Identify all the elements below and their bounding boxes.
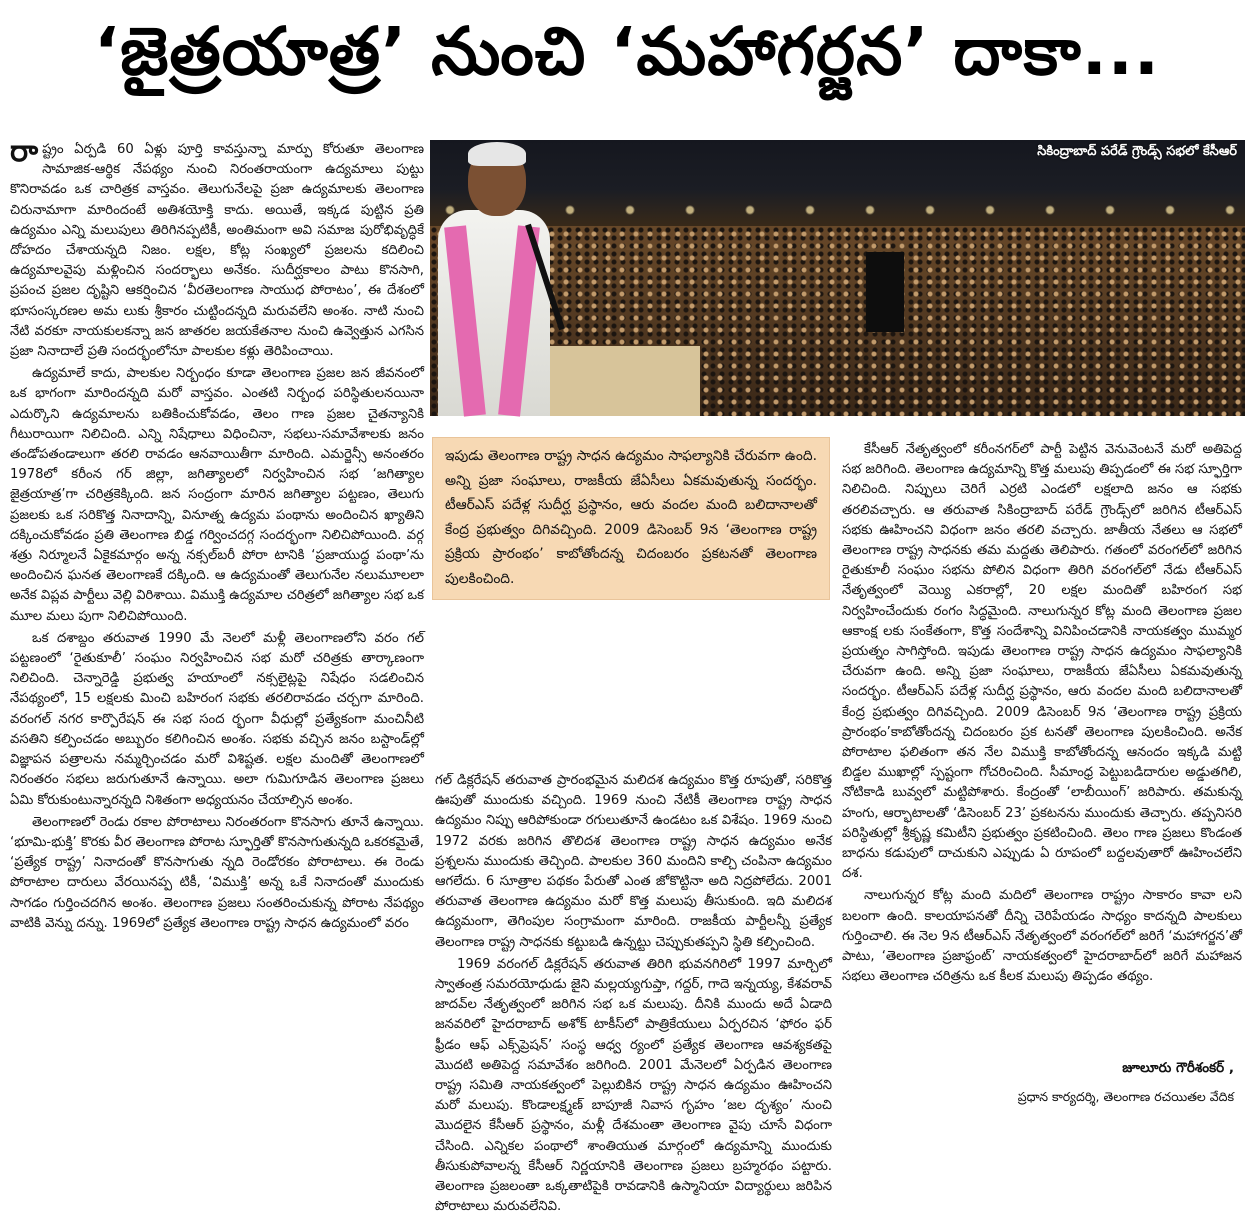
stage xyxy=(530,346,700,416)
photo-caption: సికింద్రాబాద్ పరేడ్ గ్రౌండ్స్ సభలో కేసీఆర్ xyxy=(1037,144,1237,159)
paragraph: ఉద్యమాలే కాదు, పాలకుల నిర్బంధం కూడా తెలంగాణ ప్రజల జన జీవనంలో ఒక భాగంగా మారిందన్నది మరో వాస్తవం. ఎంతటి నిర్బంధ పరిస్థితులనయినా ఎదుర్కొని ఉద్యమాలను బతికించుకోవడం, తెలం గాణ ప్రజల చైతన్యానికి గీటురాయిగా నిలిచింది. ఎన్ని నిషేధాలు విధించినా, సభలు-సమావేశాలకు జనం తండోపతండాలుగా తరలి రావడం ఆనవాయితీగా మారింది. ఎమర్జెన్సీ అనంతరం 1978లో కరీంన గర్ జిల్లా, జగిత్యాలలో నిర్వహించిన సభ ‘జగిత్యాల జైత్రయాత్ర’గా చరిత్రకెక్కింది. జన సంద్రంగా మారిన జగిత్యాల పట్టణం, తెలుగు ప్రజలకు ఒక సరికొత్త నినాదాన్ని, వినూత్న ఉద్యమ పంథాను అందించిన ఖ్యాతిని దక్కించుకోవడం ప్రతి తెలంగాణ బిడ్డ గర్వించదగ్గ సందర్భంగా నిలిచిపోయింది. వర్గ శత్రు నిర్మూలనే ఏకైకమార్గం అన్న నక్సల్‌బరీ పోరా టానికి ‘ప్రజాయుద్ధ పంథా’ను అందించిన ఘనత తెలంగాణకే దక్కింది. ఆ ఉద్యమంతో తెలుగునేల నలుమూలలా అనేక విప్లవ పార్టీలు వెల్లి విరిశాయి. విముక్తి ఉద్యమాల చరిత్రలో జగిత్యాల సభ ఒక మూల మలు పుగా నిలిచిపోయింది. xyxy=(10,366,424,624)
paragraph: నాలుగున్నర కోట్ల మంది మదిలో తెలంగాణ రాష్ట్రం సాకారం కావా లని బలంగా ఉంది. కాలయాపనతో దీన్ని చెరిపేయడం సాధ్యం కాదన్నది పాలకులు గుర్తించాలి. ఈ నెల 9న టీఆర్‌ఎస్ నేతృత్వంలో వరంగల్‌లో జరిగే ‘మహాగర్జన’తో పాటు, ‘తెలంగాణ ప్రజాఫ్రంట్’ నాయకత్వంలో హైదరాబాద్‌లో జరిగే మహాజన సభలు తెలంగాణ చరిత్రను ఒక కీలక మలుపు తిప్పడం తథ్యం. xyxy=(842,888,1242,985)
article-photo xyxy=(430,140,1245,416)
article-column-1 xyxy=(10,134,424,1150)
paragraph: కేసీఆర్ నేతృత్వంలో కరీంనగర్‌లో పార్టీ పెట్టిన వెనువెంటనే మరో అతిపెద్ద సభ జరిగింది. తెలంగాణ ఉద్యమాన్ని కొత్త మలుపు తిప్పడంలో ఈ సభ స్ఫూర్తిగా నిలిచింది. నిప్పులు చెరిగే ఎర్రటి ఎండలో లక్షలాది జనం ఆ సభకు తరలివచ్చారు. ఆ తరువాత సికింద్రాబాద్ పరేడ్ గ్రౌండ్స్‌లో జరిగిన టీఆర్‌ఎస్ సభకు ఊహించని విధంగా జనం తరలి వచ్చారు. జాతీయ నేతలు ఆ సభలో తెలంగాణ రాష్ట్ర సాధనకు తమ మద్దతు తెలిపారు. గతంలో వరంగల్‌లో జరిగిన రైతుకూలీ సంఘం సభను పోలిన విధంగా తిరిగి వరంగల్‌లో నేడు టీఆర్‌ఎస్ నేతృత్వంలో వెయ్యి ఎకరాల్లో, 20 లక్షల మందితో బహిరంగ సభ నిర్వహించేందుకు రంగం సిద్ధమైంది. నాలుగున్నర కోట్ల మంది తెలంగాణ ప్రజల ఆకాంక్ష లకు సంకేతంగా, కొత్త సందేశాన్ని వినిపించడానికి నాయకత్వం ముమ్మర ప్రయత్నం సాగిస్తోంది. ఇపుడు తెలంగాణ రాష్ట్ర సాధన ఉద్యమం సాఫల్యానికి చేరువగా ఉంది. అన్ని ప్రజా సంఘాలు, రాజకీయ జేఏసీలు ఏకమవుతున్న సందర్భం. టీఆర్‌ఎస్ పదేళ్ల సుదీర్ఘ ప్రస్థానం, ఆరు వందల మంది బలిదానాలతో కేంద్ర ప్రభుత్వం దిగివచ్చింది. 2009 డిసెంబర్ 9న ‘తెలంగాణ రాష్ట్ర ప్రక్రియ ప్రారంభం’కాబోతోందన్న చిదంబరం ప్రక టనతో తెలంగాణ పులకించింది. అనేక పోరాటాల ఫలితంగా తన నేల విముక్తి కాబోతోందన్న ఆనందం ఇక్కడి మట్టి బిడ్డల ముఖాల్లో స్పష్టంగా గోచరించింది. సీమాంధ్ర పెట్టుబడిదారుల అడ్డుతగిలి, నోటికాడి బువ్వలో మట్టిపోశారు. కేంద్రంతో ‘లాబీయింగ్’ జరిపారు. తమకున్న హంగు, ఆర్భాటాలతో ‘డిసెంబర్ 23’ ప్రకటనను ముందుకు తెచ్చారు. తప్పనిసరి పరిస్థితుల్లో శ్రీకృష్ణ కమిటీని ప్రభుత్వం ప్రకటించింది. తెలం గాణ ప్రజలు కొండంత బాధను కడుపులో దాచుకుని ఎప్పుడు ఏ రూపంలో బద్దలవుతారో ఊహించలేని దశ. xyxy=(842,442,1242,882)
paragraph: 1969 వరంగల్ డిక్లరేషన్ తరువాత తిరిగి భువనగిరిలో 1997 మార్చిలో స్వాతంత్ర సమరయోధుడు జైని మల్లయ్యగుప్తా, గద్దర్, గాదె ఇన్నయ్య, కేశవరావ్ జాదవ్‌ల నేతృత్వంలో జరిగిన సభ ఒక మలుపు. దీనికి ముందు అదే ఏడాది జనవరిలో హైదరాబాద్ అశోక్ టాకీస్‌లో పాత్రికేయులు ఏర్పరచిన ‘ఫోరం ఫర్ ఫ్రీడం ఆఫ్ ఎక్స్‌ప్రెషన్’ సంస్థ ఆధ్వ ర్యంలో ప్రత్యేక తెలంగాణ ఆవశ్యకతపై మొదటి అతిపెద్ద సమావేశం జరిగింది. 2001 మేనెలలో ఏర్పడిన తెలంగాణ రాష్ట్ర సమితి నాయకత్వంలో పెల్లుబికిన రాష్ట్ర సాధన ఉద్యమం ఊహించని మరో మలుపు. కొండాలక్ష్మణ్ బాపూజీ నివాస గృహం ‘జల దృశ్యం’ నుంచి మొదలైన కేసీఆర్ ప్రస్థానం, మళ్లీ దేశమంతా తెలంగాణ వైపు చూసే విధంగా చేసింది. ఎన్నికల పంథాలో శాంతియుత మార్గంలో ఉద్యమాన్ని ముందుకు తీసుకుపోవాలన్న కేసీఆర్ నిర్ణయానికి తెలంగాణ ప్రజలు బ్రహ్మరథం పట్టారు. తెలంగాణ ప్రజలంతా ఒక్కతాటిపైకి రావడానికి ఉస్మానియా విద్యార్థులు జరిపిన పోరాటాలు మరువలేనివి. xyxy=(435,956,832,1215)
author-role: ప్రధాన కార్యదర్శి, తెలంగాణ రచయితల వేదిక xyxy=(1017,1089,1234,1104)
byline xyxy=(842,1060,1242,1108)
loudspeaker xyxy=(866,252,904,332)
article-column-2 xyxy=(435,771,832,1215)
speaker-figure xyxy=(438,140,548,416)
paragraph: రాష్ట్రం ఏర్పడి 60 ఏళ్లు పూర్తి కావస్తున్నా మార్పు కోరుతూ తెలంగాణ సామాజిక-ఆర్థిక నేపథ్యం నుంచి నిరంతరాయంగా ఉద్యమాలు పుట్టు కొనిరావడం ఒక చారిత్రక వాస్తవం. తెలుగునేలపై ప్రజా ఉద్యమాలకు తెలంగాణ చిరునామాగా మారిందంటే అతిశయోక్తి కాదు. అయితే, ఇక్కడ పుట్టిన ప్రతి ఉద్యమం ఎన్ని మలుపులు తిరిగినప్పటికీ, అంతిమంగా అవి సమాజ పురోభివృద్ధికే దోహదం చేశాయన్నది నిజం. లక్షల, కోట్ల సంఖ్యలో ప్రజలను కదిలించి ఉద్యమాలవైపు మళ్లించిన సందర్భాలు అనేకం. సుదీర్ఘకాలం పాటు కొనసాగి, ప్రపంచ ప్రజల దృష్టిని ఆకర్షించిన ‘వీరతెలంగాణ సాయుధ పోరాటం’, ఈ దేశంలో భూసంస్కరణల అమ లుకు శ్రీకారం చుట్టిందన్నది మరువలేని అంశం. నాటి నుంచి నేటి వరకూ నాయకులకన్నా జన జాతరల జయకేతనాల నుంచి ఉవ్వెత్తున ఎగసిన ప్రజా నినాదాలే ప్రతి సందర్భంలోనూ పాలకుల కళ్లు తెరిపించాయి. xyxy=(10,134,424,360)
article-column-3 xyxy=(842,440,1242,1052)
pull-quote-box: ఇపుడు తెలంగాణ రాష్ట్ర సాధన ఉద్యమం సాఫల్యానికి చేరువగా ఉంది. అన్ని ప్రజా సంఘాలు, రాజకీయ జేఏసీలు ఏకమవుతున్న సందర్భం. టీఆర్‌ఎస్ పదేళ్ల సుదీర్ఘ ప్రస్థానం, ఆరు వందల మంది బలిదానాలతో కేంద్ర ప్రభుత్వం దిగివచ్చింది. 2009 డిసెంబర్ 9న ‘తెలంగాణ రాష్ట్ర ప్రక్రియ ప్రారంభం’ కాబోతోందన్న చిదంబరం ప్రకటనతో తెలంగాణ పులకించింది. xyxy=(432,437,830,600)
paragraph: ఒక దశాబ్దం తరువాత 1990 మే నెలలో మళ్లీ తెలంగాణలోని వరం గల్ పట్టణంలో ‘రైతుకూలీ’ సంఘం నిర్వహించిన సభ మరో చరిత్రకు తార్కాణంగా నిలిచింది. చెన్నారెడ్డి ప్రభుత్వ హయాంలో నక్సలైట్లపై నిషేధం సడలించిన నేపథ్యంలో, 15 లక్షలకు మించి బహిరంగ సభకు తరలిరావడం చర్చగా మారింది. వరంగల్ నగర కార్పొరేషన్ ఈ సభ సంద ర్భంగా వీధుల్లో ప్రత్యేకంగా మంచినీటి వసతిని కల్పించడం అబ్బురం కలిగించిన అంశం. సభకు వచ్చిన జనం బస్టాండ్‌ల్లో విజ్ఞాపన పత్రాలను నమ్మర్చించడం మరో విశిష్టత. లక్షల మందితో తెలంగాణలో నిరంతరం సభలు జరుగుతూనే ఉన్నాయి. అలా గుమిగూడిన తెలంగాణ ప్రజలు ఏమి కోరుకుంటున్నారన్నది నిశితంగా అధ్యయనం చేయాల్సిన అంశం. xyxy=(10,630,424,808)
drop-cap: రా xyxy=(10,134,39,169)
paragraph: గల్ డిక్లరేషన్ తరువాత ప్రారంభమైన మలిదశ ఉద్యమం కొత్త రూపుతో, సరికొత్త ఊపుతో ముందుకు వచ్చింది. 1969 నుంచి నేటికీ తెలంగాణ రాష్ట్ర సాధన ఉద్యమం నిప్పు ఆరిపోకుండా రగులుతూనే ఉండటం ఒక విశేషం. 1969 నుంచి 1972 వరకు జరిగిన తొలిదశ తెలంగాణ రాష్ట్ర సాధన ఉద్యమం అనేక ప్రశ్నలను ముందుకు తెచ్చింది. పాలకుల 360 మందిని కాల్చి చంపినా ఉద్యమం ఆగలేదు. 6 సూత్రాల పథకం పేరుతో ఎంత జోకొట్టినా అది నిద్రపోలేదు. 2001 తరువాత తెలంగాణ ఉద్యమం మరో కొత్త మలుపు తీసుకుంది. ఇది మలిదశ ఉద్యమంగా, తెగింపుల సంగ్రామంగా మారింది. రాజకీయ పార్టీలన్నీ ప్రత్యేక తెలంగాణ రాష్ట్ర సాధనకు కట్టుబడి ఉన్నట్టు చెప్పుకుతప్పని స్థితి కల్పించింది. xyxy=(435,773,832,950)
author-name: జూలూరు గౌరీశంకర్ , xyxy=(1122,1060,1234,1076)
paragraph: తెలంగాణలో రెండు రకాల పోరాటాలు నిరంతరంగా కొనసాగు తూనే ఉన్నాయి. ‘భూమి-భుక్తి’ కొరకు వీర తెలంగాణ పోరాట స్ఫూర్తితో కొనసాగుతున్నది ఒకరకమైతే, ‘ప్రత్యేక రాష్ట్ర’ నినాదంతో కొనసాగుతు న్నది రెండోరకం పోరాటాలు. ఈ రెండు పోరాటాల దారులు వేరయినప్ప టికీ, ‘విముక్తి’ అన్న ఒకే నినాదంతో ముందుకు సాగడం గుర్తించదగిన అంశం. తెలంగాణ ప్రజలు సంతరించుకున్న పోరాట నేపథ్యం వాటికి వెన్ను దన్ను. 1969లో ప్రత్యేక తెలంగాణ రాష్ట్ర సాధన ఉద్యమంలో వరం xyxy=(10,814,424,931)
headline: ‘జైత్రయాత్ర’ నుంచి ‘మహాగర్జన’ దాకా... xyxy=(94,12,1160,90)
